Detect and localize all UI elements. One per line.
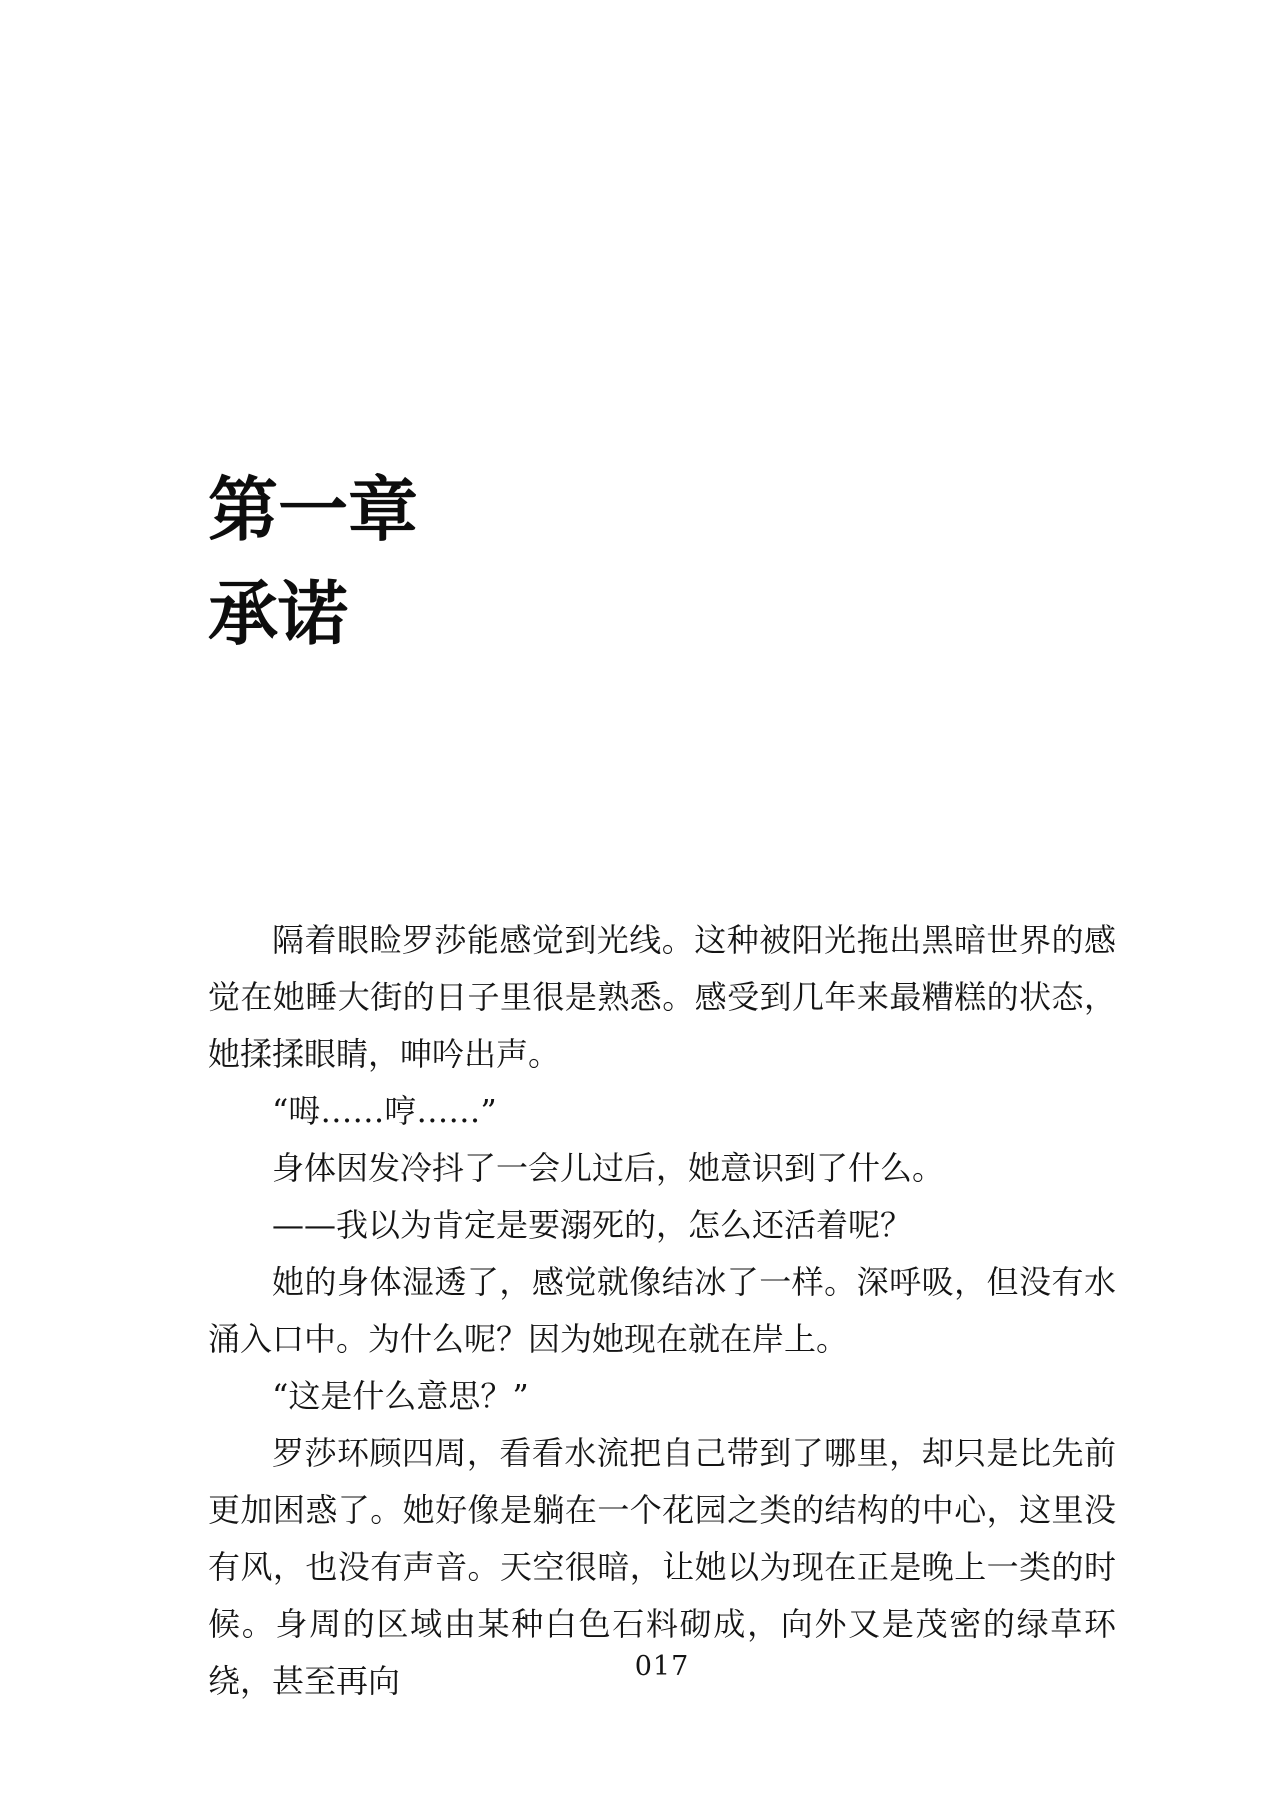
- paragraph-inner-monologue: ——我以为肯定是要溺死的，怎么还活着呢？: [272, 1206, 913, 1244]
- paragraph: 隔着眼睑罗莎能感觉到光线。这种被阳光拖出黑暗世界的感觉在她睡大街的日子里很是熟悉。感受到几年来最糟糕的状态，她揉揉眼睛，呻吟出声。: [208, 921, 1116, 1073]
- chapter-title: 承诺: [208, 573, 348, 655]
- chapter-heading: [208, 458, 418, 666]
- paragraph-dialogue: “这是什么意思？”: [272, 1377, 529, 1415]
- paragraph: 罗莎环顾四周，看看水流把自己带到了哪里，却只是比先前更加困惑了。她好像是躺在一个花园之类的结构的中心，这里没有风，也没有声音。天空很暗，让她以为现在正是晚上一类的时候。身周的区域由某种白色石料砌成，向外又是茂密的绿草环绕，甚至再向: [208, 1434, 1116, 1700]
- chapter-number: 第一章: [208, 469, 418, 551]
- body-text: [208, 912, 1116, 1710]
- page-number: 017: [634, 1651, 690, 1682]
- paragraph: 她的身体湿透了，感觉就像结冰了一样。深呼吸，但没有水涌入口中。为什么呢？因为她现在就在岸上。: [208, 1263, 1116, 1358]
- paragraph-dialogue: “呣……哼……”: [272, 1092, 497, 1130]
- paragraph: 身体因发冷抖了一会儿过后，她意识到了什么。: [272, 1149, 945, 1187]
